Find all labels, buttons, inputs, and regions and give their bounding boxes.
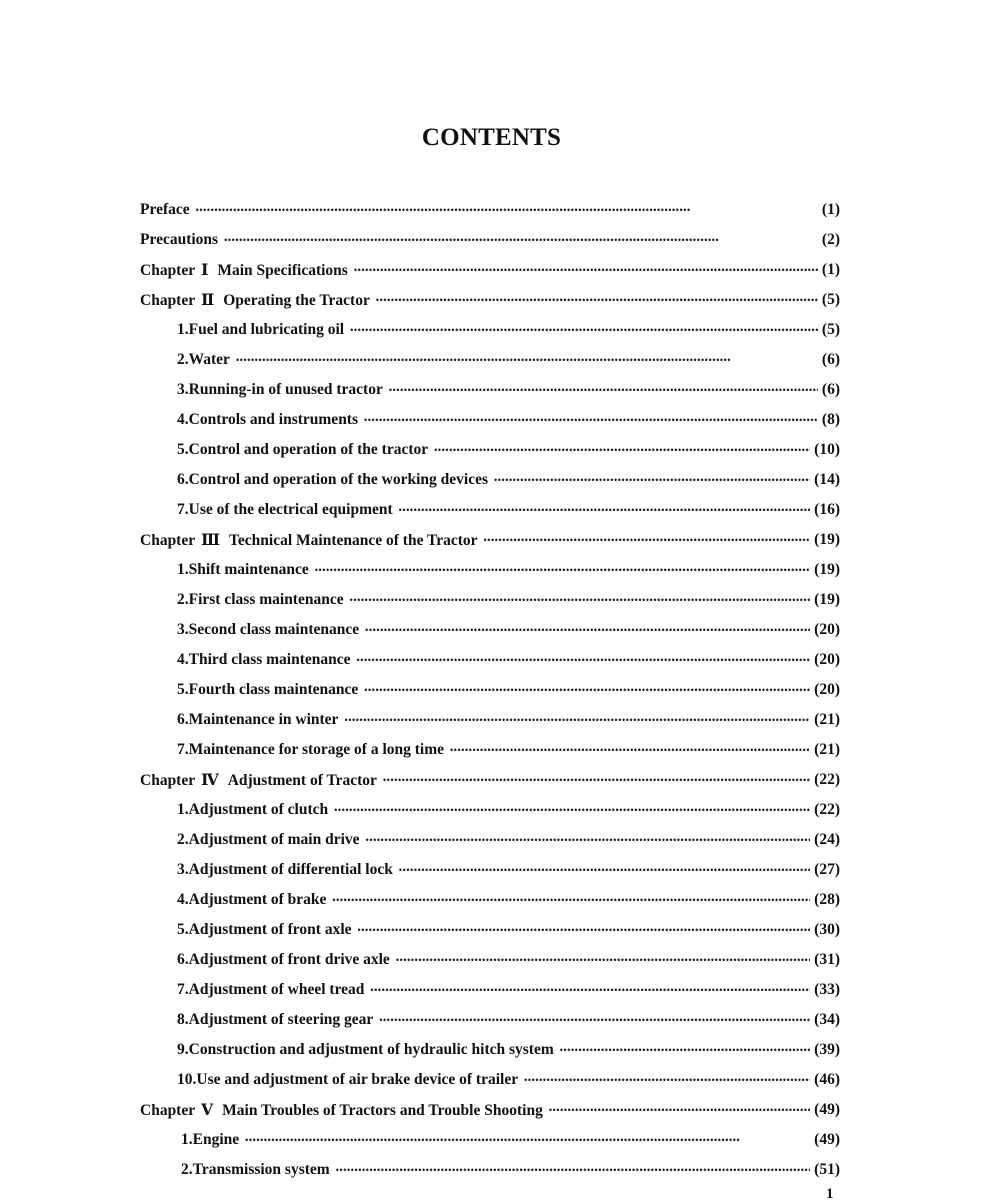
dot-leader (549, 1095, 810, 1125)
entry-label: Main Specifications (217, 262, 348, 279)
dot-leader (524, 1065, 810, 1095)
dot-leader (364, 405, 818, 435)
toc-entry-title (140, 530, 478, 550)
toc-entry-title (177, 561, 309, 579)
toc-section-entry[interactable] (140, 675, 840, 705)
toc-section-entry[interactable] (140, 1065, 840, 1095)
entry-page-number: (31) (814, 951, 840, 968)
entry-page-number: (49) (814, 1131, 840, 1148)
toc-entry-title (177, 381, 383, 399)
toc-entry-title (177, 591, 344, 609)
entry-page-number: (8) (821, 411, 840, 428)
toc-section-entry[interactable] (140, 885, 840, 915)
toc-section-entry[interactable] (140, 735, 840, 765)
chapter-numeral: Ⅱ (201, 292, 215, 309)
entry-label: Main Troubles of Tractors and Trouble Shooting (222, 1102, 543, 1119)
toc-entry-title (181, 1131, 239, 1149)
entry-page-number: (6) (821, 381, 840, 398)
entry-page-number: (30) (814, 921, 840, 938)
dot-leader (399, 495, 811, 525)
toc-chapter-entry[interactable] (140, 285, 840, 315)
dot-leader (450, 735, 810, 765)
dot-leader (365, 615, 810, 645)
dot-leader (376, 285, 818, 315)
chapter-numeral: Ⅰ (201, 262, 209, 279)
toc-section-entry[interactable] (140, 465, 840, 495)
entry-page-number: (33) (814, 981, 840, 998)
dot-leader (560, 1035, 810, 1065)
chapter-numeral: Ⅴ (201, 1102, 214, 1119)
entry-page-number: (19) (814, 561, 840, 578)
toc-entry-title (177, 1071, 518, 1089)
entry-label: 5.Adjustment of front axle (177, 921, 352, 938)
entry-page-number: (10) (814, 441, 840, 458)
entry-page-number: (39) (814, 1041, 840, 1058)
entry-label: 7.Use of the electrical equipment (177, 501, 393, 518)
entry-label: Preface (140, 201, 190, 218)
dot-leader (336, 1155, 810, 1185)
entry-label: 5.Fourth class maintenance (177, 681, 359, 698)
entry-label: Technical Maintenance of the Tractor (229, 532, 478, 549)
toc-entry-title (177, 321, 344, 339)
entry-page-number: (28) (814, 891, 840, 908)
toc-section-entry[interactable] (140, 1125, 840, 1155)
entry-label: 4.Third class maintenance (177, 651, 351, 668)
entry-label: 7.Adjustment of wheel tread (177, 981, 365, 998)
toc-entry-title (177, 1011, 373, 1029)
toc-entry-title (177, 1041, 554, 1059)
toc-section-entry[interactable] (140, 555, 840, 585)
toc-chapter-entry[interactable] (140, 525, 840, 555)
toc-entry-title (140, 1100, 543, 1120)
toc-section-entry[interactable] (140, 435, 840, 465)
table-of-contents (140, 195, 840, 1185)
dot-leader (357, 645, 811, 675)
chapter-word: Chapter (140, 1102, 196, 1119)
dot-leader (315, 555, 810, 585)
entry-label: Operating the Tractor (223, 292, 370, 309)
dot-leader (399, 855, 810, 885)
entry-label: 7.Maintenance for storage of a long time (177, 741, 445, 758)
entry-label: 1.Engine (181, 1131, 240, 1148)
entry-page-number: (49) (814, 1101, 840, 1118)
toc-section-entry[interactable] (140, 1005, 840, 1035)
entry-label: 10.Use and adjustment of air brake device of trailer (177, 1071, 519, 1088)
toc-section-entry[interactable] (140, 315, 840, 345)
toc-entry-title (140, 231, 218, 249)
entry-page-number: (19) (814, 531, 840, 548)
chapter-word: Chapter (140, 532, 196, 549)
dot-leader (358, 915, 811, 945)
toc-section-entry[interactable] (140, 975, 840, 1005)
entry-label: 3.Running-in of unused tractor (177, 381, 383, 398)
toc-entry-title (177, 681, 358, 699)
entry-page-number: (24) (814, 831, 840, 848)
dot-leader (366, 825, 811, 855)
entry-label: 2.Adjustment of main drive (177, 831, 360, 848)
toc-entry-title (177, 861, 393, 879)
dot-leader (224, 225, 818, 255)
dot-leader (196, 195, 818, 225)
entry-label: 5.Control and operation of the tractor (177, 441, 429, 458)
chapter-word: Chapter (140, 292, 196, 309)
toc-entry-title (140, 290, 370, 310)
toc-section-entry[interactable] (140, 705, 840, 735)
toc-entry-title (177, 801, 328, 819)
toc-entry-title (177, 831, 360, 849)
entry-label: 1.Fuel and lubricating oil (177, 321, 345, 338)
toc-section-entry[interactable] (140, 915, 840, 945)
toc-section-entry[interactable] (140, 405, 840, 435)
toc-section-entry[interactable] (140, 1035, 840, 1065)
toc-section-entry[interactable] (140, 825, 840, 855)
entry-label: Precautions (140, 231, 219, 248)
dot-leader (350, 315, 818, 345)
toc-entry-title (177, 951, 390, 969)
dot-leader (396, 945, 810, 975)
entry-label: 2.First class maintenance (177, 591, 344, 608)
entry-page-number: (46) (814, 1071, 840, 1088)
chapter-word: Chapter (140, 772, 196, 789)
toc-chapter-entry[interactable] (140, 225, 840, 255)
entry-label: 9.Construction and adjustment of hydraulic hitch system (177, 1041, 554, 1058)
toc-entry-title (177, 891, 326, 909)
dot-leader (236, 345, 818, 375)
dot-leader (370, 975, 810, 1005)
toc-entry-title (177, 471, 488, 489)
toc-section-entry[interactable] (140, 615, 840, 645)
entry-page-number: (21) (814, 741, 840, 758)
entry-page-number: (20) (814, 651, 840, 668)
entry-label: 2.Transmission system (181, 1161, 330, 1178)
toc-entry-title (181, 1161, 330, 1179)
toc-section-entry[interactable] (140, 645, 840, 675)
toc-section-entry[interactable] (140, 795, 840, 825)
toc-section-entry[interactable] (140, 585, 840, 615)
entry-label: 2.Water (177, 351, 230, 368)
entry-page-number: (51) (814, 1161, 840, 1178)
toc-entry-title (177, 711, 338, 729)
toc-entry-title (177, 651, 351, 669)
dot-leader (334, 795, 810, 825)
toc-section-entry[interactable] (140, 345, 840, 375)
entry-label: 3.Adjustment of differential lock (177, 861, 393, 878)
toc-section-entry[interactable] (140, 855, 840, 885)
toc-section-entry[interactable] (140, 495, 840, 525)
dot-leader (332, 885, 810, 915)
entry-label: 4.Adjustment of brake (177, 891, 327, 908)
entry-page-number: (5) (821, 321, 840, 338)
toc-chapter-entry[interactable] (140, 765, 840, 795)
dot-leader (379, 1005, 810, 1035)
entry-label: 3.Second class maintenance (177, 621, 360, 638)
chapter-numeral: Ⅲ (201, 532, 220, 549)
dot-leader (350, 585, 811, 615)
entry-label: 8.Adjustment of steering gear (177, 1011, 374, 1028)
toc-entry-title (177, 981, 364, 999)
entry-page-number: (22) (814, 801, 840, 818)
toc-entry-title (140, 201, 190, 219)
page-number: 1 (826, 1186, 834, 1202)
entry-label: 6.Control and operation of the working devices (177, 471, 489, 488)
toc-entry-title (177, 411, 358, 429)
entry-page-number: (21) (814, 711, 840, 728)
dot-leader (245, 1125, 810, 1155)
entry-page-number: (6) (821, 351, 840, 368)
entry-label: 1.Adjustment of clutch (177, 801, 329, 818)
entry-page-number: (27) (814, 861, 840, 878)
dot-leader (383, 765, 810, 795)
entry-page-number: (14) (814, 471, 840, 488)
toc-entry-title (177, 501, 393, 519)
toc-entry-title (177, 351, 230, 369)
toc-chapter-entry[interactable] (140, 1095, 840, 1125)
toc-chapter-entry[interactable] (140, 195, 840, 225)
entry-page-number: (1) (821, 201, 840, 218)
dot-leader (494, 465, 810, 495)
dot-leader (389, 375, 818, 405)
dot-leader (484, 525, 811, 555)
entry-page-number: (1) (821, 261, 840, 278)
toc-entry-title (140, 260, 348, 280)
toc-entry-title (177, 621, 359, 639)
toc-chapter-entry[interactable] (140, 255, 840, 285)
toc-entry-title (140, 770, 377, 790)
toc-entry-title (177, 921, 352, 939)
dot-leader (344, 705, 810, 735)
entry-page-number: (2) (821, 231, 840, 248)
dot-leader (364, 675, 810, 705)
entry-page-number: (20) (814, 621, 840, 638)
toc-section-entry[interactable] (140, 945, 840, 975)
toc-section-entry[interactable] (140, 375, 840, 405)
entry-label: 1.Shift maintenance (177, 561, 309, 578)
entry-label: 6.Adjustment of front drive axle (177, 951, 390, 968)
entry-label: 6.Maintenance in winter (177, 711, 339, 728)
chapter-numeral: Ⅳ (201, 772, 219, 789)
toc-section-entry[interactable] (140, 1155, 840, 1185)
chapter-word: Chapter (140, 262, 196, 279)
toc-entry-title (177, 441, 428, 459)
entry-label: Adjustment of Tractor (227, 772, 377, 789)
page-title: CONTENTS (421, 124, 562, 151)
entry-page-number: (16) (814, 501, 840, 518)
toc-entry-title (177, 741, 444, 759)
dot-leader (434, 435, 810, 465)
entry-page-number: (5) (821, 291, 840, 308)
dot-leader (354, 255, 818, 285)
entry-page-number: (19) (814, 591, 840, 608)
entry-label: 4.Controls and instruments (177, 411, 359, 428)
entry-page-number: (22) (814, 771, 840, 788)
entry-page-number: (20) (814, 681, 840, 698)
entry-page-number: (34) (814, 1011, 840, 1028)
